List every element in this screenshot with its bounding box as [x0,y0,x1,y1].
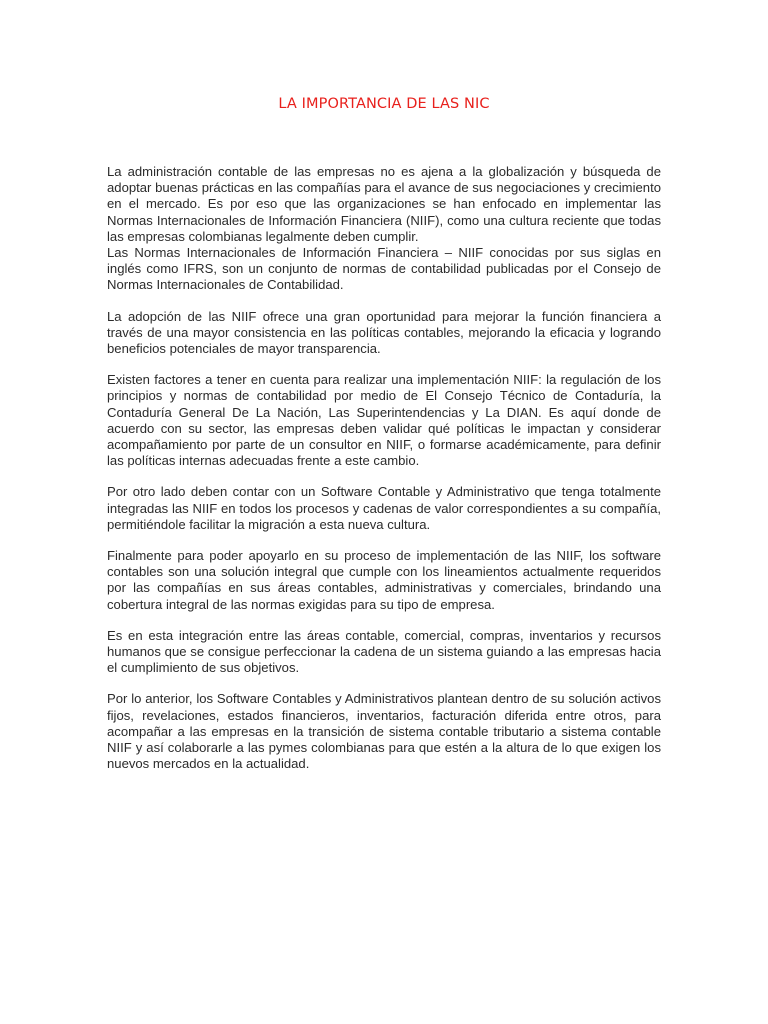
paragraph-2: Las Normas Internacionales de Información Financiera – NIIF conocidas por sus siglas en inglés como IFRS, son un conjunto de normas de contabilidad publicadas por el Consejo de Normas Internacionales de Contabilidad. [107,245,661,293]
paragraph-4: Existen factores a tener en cuenta para realizar una implementación NIIF: la regulación de los principios y normas de contabilidad por medio de El Consejo Técnico de Contaduría, la Contaduría General De La Nación, Las Superintendencias y La DIAN. Es aquí donde de acuerdo con su sector, las empresas deben validar qué políticas le impactan y considerar acompañamiento por parte de un consultor en NIIF, o formarse académicamente, para definir las políticas internas adecuadas frente a este cambio. [107,372,661,469]
paragraph-8: Por lo anterior, los Software Contables y Administrativos plantean dentro de su solución activos fijos, revelaciones, estados financieros, inventarios, facturación diferida entre otros, para acompañar a las empresas en la transición de sistema contable tributario a sistema contable NIIF y así colaborarle a las pymes colombianas para que estén a la altura de lo que exigen los nuevos mercados en la actualidad. [107,691,661,772]
paragraph-1: La administración contable de las empresas no es ajena a la globalización y búsqueda de adoptar buenas prácticas en las compañías para el avance de sus negociaciones y crecimiento en el mercado. Es por eso que las organizaciones se han enfocado en implementar las Normas Internacionales de Información Financiera (NIIF), como una cultura reciente que todas las empresas colombianas legalmente deben cumplir. [107,164,661,244]
paragraph-6: Finalmente para poder apoyarlo en su proceso de implementación de las NIIF, los software contables son una solución integral que cumple con los lineamientos actualmente requeridos por las compañías en sus áreas contables, administrativas y comerciales, brindando una cobertura integral de las normas exigidas para su tipo de empresa. [107,548,661,612]
document-body [107,164,661,788]
paragraph-5: Por otro lado deben contar con un Software Contable y Administrativo que tenga totalmente integradas las NIIF en todos los procesos y cadenas de valor correspondientes a su compañía, permitiéndole facilitar la migración a esta nueva cultura. [107,484,661,532]
paragraph-3: La adopción de las NIIF ofrece una gran oportunidad para mejorar la función financiera a través de una mayor consistencia en las políticas contables, mejorando la eficacia y logrando beneficios potenciales de mayor transparencia. [107,308,661,357]
paragraph-7: Es en esta integración entre las áreas contable, comercial, compras, inventarios y recursos humanos que se consigue perfeccionar la cadena de un sistema guiando a las empresas hacia el cumplimiento de sus objetivos. [107,627,661,676]
document-title: LA IMPORTANCIA DE LAS NIC [278,96,490,112]
